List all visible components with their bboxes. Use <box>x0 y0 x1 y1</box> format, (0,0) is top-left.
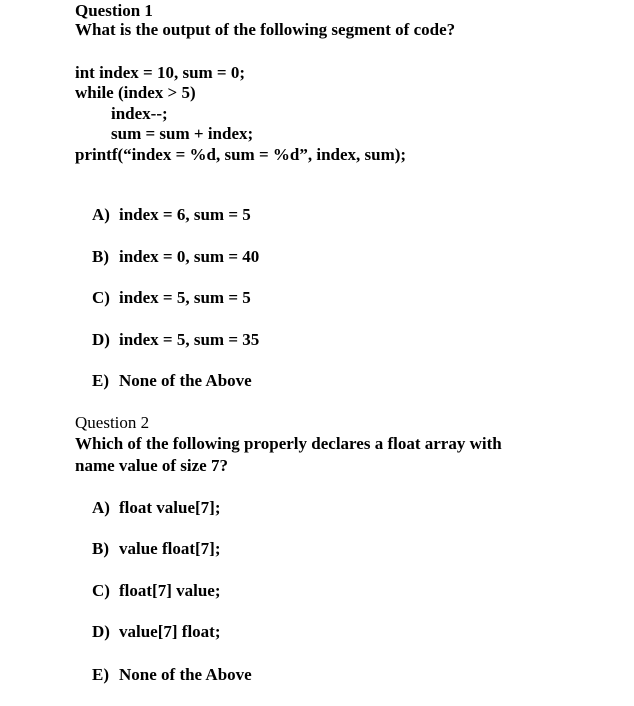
option-text: value[7] float; <box>119 622 221 641</box>
question-2-option-e <box>75 643 252 706</box>
option-text: float[7] value; <box>119 581 221 600</box>
option-text: index = 0, sum = 40 <box>119 247 260 266</box>
option-letter: C) <box>92 581 110 600</box>
question-1-option-e <box>75 349 252 412</box>
code-line-4: sum = sum + index; <box>111 124 254 143</box>
option-letter: C) <box>92 288 110 307</box>
option-text: value float[7]; <box>119 539 221 558</box>
option-text: None of the Above <box>119 665 252 684</box>
code-line-1: int index = 10, sum = 0; <box>75 63 246 82</box>
option-text: None of the Above <box>119 371 252 390</box>
question-2-prompt-line-2: name value of size 7? <box>75 456 228 475</box>
option-letter: A) <box>92 205 110 224</box>
option-text: index = 5, sum = 35 <box>119 330 260 349</box>
option-text: index = 5, sum = 5 <box>119 288 251 307</box>
option-letter: D) <box>92 622 110 641</box>
question-1-heading: Question 1 <box>75 1 153 20</box>
option-text: index = 6, sum = 5 <box>119 205 251 224</box>
question-2-prompt-line-1: Which of the following properly declares a float array with <box>75 434 502 453</box>
option-letter: B) <box>92 247 109 266</box>
option-text: float value[7]; <box>119 498 221 517</box>
option-letter: A) <box>92 498 110 517</box>
code-line-3: index--; <box>111 104 168 123</box>
question-2-heading: Question 2 <box>75 413 150 432</box>
code-line-5: printf(“index = %d, sum = %d”, index, sum); <box>75 145 407 164</box>
option-letter: D) <box>92 330 110 349</box>
option-letter: E) <box>92 371 109 390</box>
question-1-prompt: What is the output of the following segment of code? <box>75 20 456 39</box>
code-line-2: while (index > 5) <box>75 83 196 102</box>
option-letter: E) <box>92 665 109 684</box>
option-letter: B) <box>92 539 109 558</box>
